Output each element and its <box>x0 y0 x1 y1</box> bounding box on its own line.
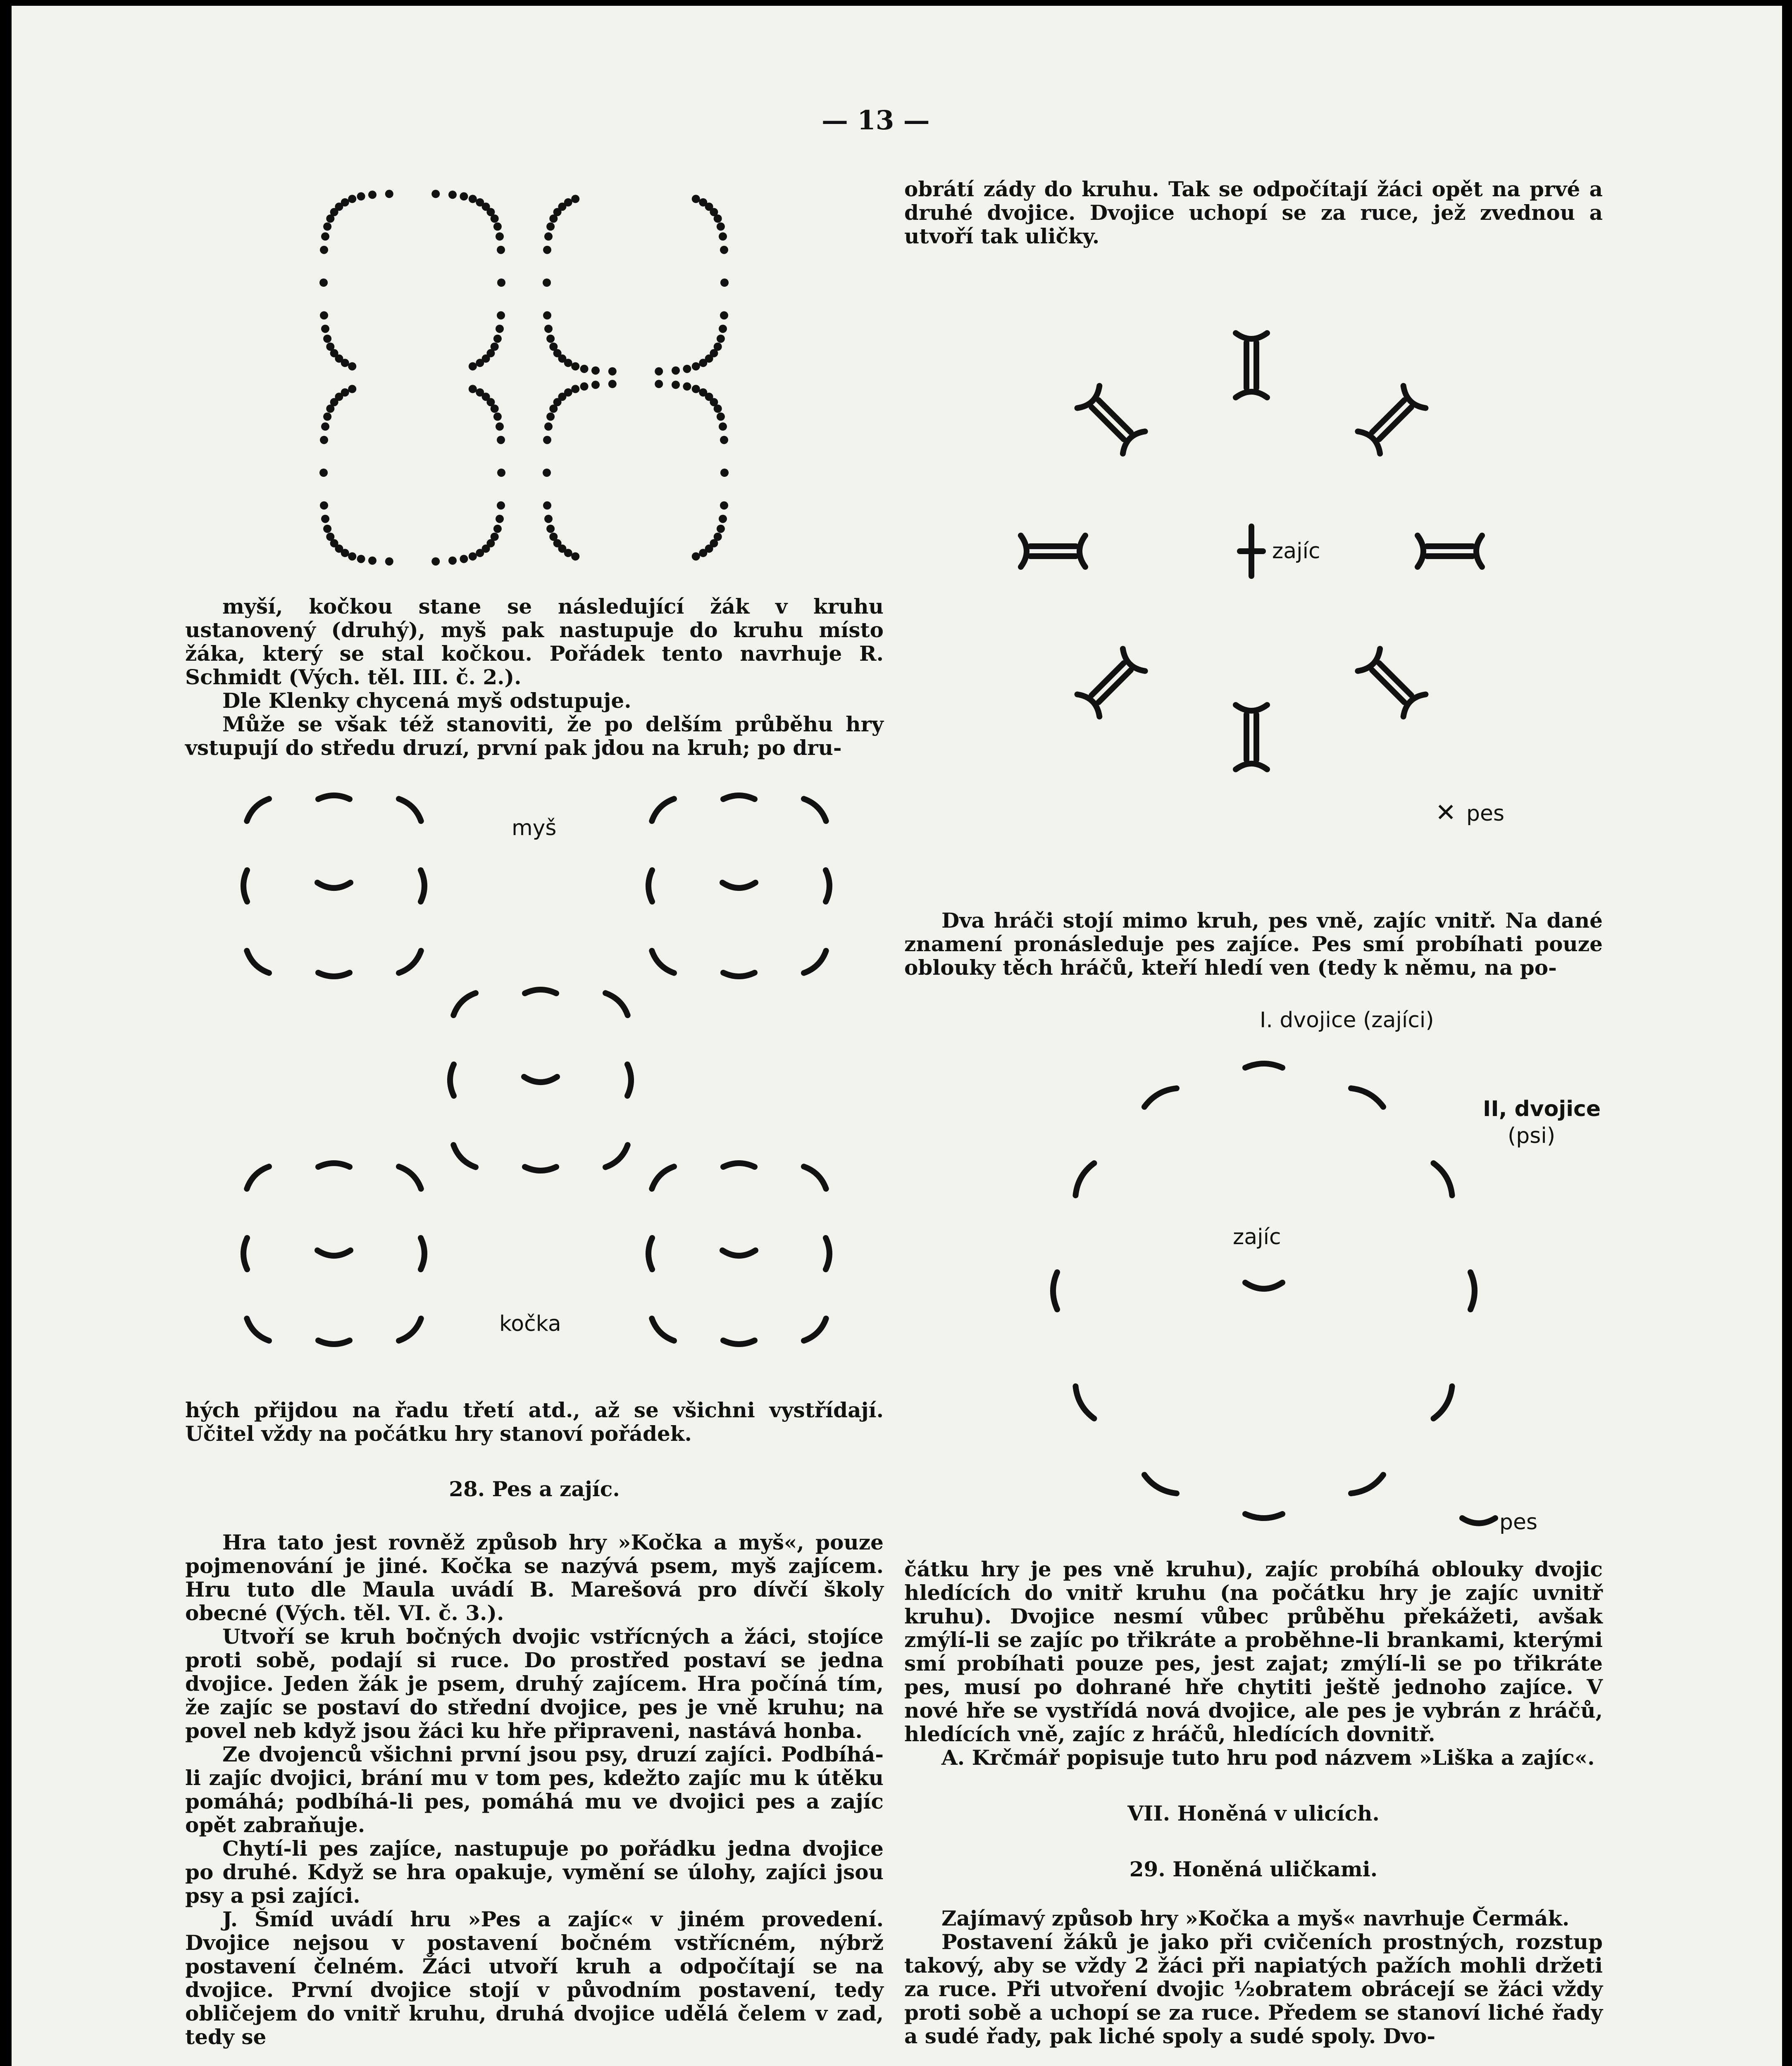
figure-arc-circle <box>1020 1039 1508 1543</box>
arc-player <box>243 870 247 902</box>
figure-pairs-arches <box>995 320 1532 816</box>
arc-player <box>525 990 556 993</box>
circle-dot <box>719 515 727 523</box>
circle-dot <box>319 278 328 287</box>
fig4-label-pairs1: I. dvojice (zajíci) <box>1260 1008 1434 1033</box>
fig3-cross-icon: ✕ <box>1435 798 1456 827</box>
circle-dot <box>546 525 555 533</box>
circle-dot <box>655 380 663 388</box>
circle-dot <box>476 359 484 367</box>
circle-dot <box>497 278 505 287</box>
arc-player <box>1076 1386 1094 1419</box>
right-para-5-text: Zajímavý způsob hry »Kočka a myš« navrhuje Čermák. <box>941 1906 1570 1930</box>
circle-dot <box>546 222 555 231</box>
book-page <box>12 6 1782 2066</box>
circle-dot <box>720 436 728 444</box>
circle-dot <box>348 362 356 371</box>
circle-dot <box>469 362 477 371</box>
arc-player <box>826 870 829 902</box>
circle-dot <box>493 412 502 421</box>
circle-dot <box>493 335 502 343</box>
arc-player <box>826 1238 829 1269</box>
arc-center <box>317 883 350 888</box>
circle-dot <box>714 405 722 413</box>
circle-dot <box>321 515 329 523</box>
circle-dot <box>692 362 700 371</box>
circle-dot <box>719 325 727 333</box>
circle-dot <box>543 469 551 477</box>
left-para-5-text: Hra tato jest rovněž způsob hry »Kočka a myš«, pouze pojmenování je jiné. Kočka se nazývá psem, myš zajícem. Hru tuto dle Maula uvádí B. Marešová pro dívčí školy obecné (Vých. těl. VI. č. 3.). <box>185 1530 884 1625</box>
arc-player <box>525 1167 556 1171</box>
circle-dot <box>321 325 329 333</box>
circle-dot <box>580 382 589 390</box>
right-para-6-text: Postavení žáků je jako při cvičeních prostných, rozstup takový, aby se vždy 2 žáci při napiatých pažích mohli držeti za ruce. Při utvoření dvojic ½obratem obrácejí se žáci vždy proti sobě a uchopí se za ruce. Předem se stanoví liché řady a sudé řady, pak liché spoly a sudé spoly. Dvo- <box>904 1930 1603 2048</box>
pair-player <box>1236 764 1267 769</box>
circle-dot <box>543 311 551 319</box>
pair-arch <box>1236 333 1267 397</box>
circle-dot <box>564 198 572 207</box>
right-para-1-text: obrátí zády do kruhu. Tak se odpočítají žáci opět na prvé a druhé dvojice. Dvojice uchopí se za ruce, jež zvednou a utvoří tak uličky. <box>904 177 1603 248</box>
pair-arch <box>1077 386 1145 454</box>
right-para-3-text: čátku hry je pes vně kruhu), zajíc probíhá oblouky dvojic hledících do vnitř kruhu (na počátku hry je zajíc uvnitř kruhu). Dvojice nesmí vůbec průběhu překážeti, avšak zmýlí-li se zajíc po třikráte a proběhne-li brankami, kterými smí probíhati pouze pes, jest zajat; zmýlí-li se po třikráte pes, musí po dohrané hře chytiti ještě jednoho zajíce. V nové hře se vystřídá nová dvojice, ale pes je vybrán z hráčů, hledících vně, zajíc z hráčů, hledících dovnitř. <box>904 1557 1603 1746</box>
circle-dot <box>321 422 329 431</box>
arc-player <box>1144 1088 1177 1107</box>
arc-player <box>318 795 350 799</box>
left-para-4-text: hých přijdou na řadu třetí atd., až se všichni vystřídají. Učitel vždy na počátku hry stanoví pořádek. <box>185 1398 884 1446</box>
circle-dot <box>497 436 505 444</box>
circle-dot <box>323 525 331 533</box>
arc-player <box>318 1340 350 1344</box>
right-para-1 <box>904 177 1603 248</box>
pair-arch <box>1358 649 1425 716</box>
circle-dot <box>717 222 725 231</box>
pair-player <box>1418 536 1423 567</box>
arc-player <box>648 1238 652 1269</box>
arc-player <box>804 1166 826 1189</box>
circle-dot <box>692 385 700 393</box>
arc-player <box>1144 1475 1177 1493</box>
circle-dot <box>491 214 499 223</box>
circle-dot <box>549 533 558 541</box>
page-number: — 13 — <box>822 105 930 136</box>
circle-dot <box>699 359 707 367</box>
pair-arch <box>1418 536 1482 567</box>
circle-dot <box>320 436 328 444</box>
circle-dot <box>717 335 725 343</box>
arc-player <box>450 1064 454 1096</box>
circle-dot <box>323 222 331 231</box>
circle-dot <box>476 549 484 557</box>
circle-dot <box>544 325 553 333</box>
arc-player <box>1245 1514 1282 1518</box>
circle-dot <box>431 190 440 198</box>
circle-dot <box>348 195 356 203</box>
fig4-label-pairs2-b: (psi) <box>1508 1123 1556 1148</box>
right-para-4-text: A. Krčmář popisuje tuto hru pod názvem »Liška a zajíc«. <box>941 1745 1595 1770</box>
circle-dot <box>608 380 617 388</box>
circle-dot <box>493 525 502 533</box>
pair-player <box>1021 536 1027 567</box>
arc-player <box>652 799 674 821</box>
fig2-label-cat: kočka <box>499 1311 561 1336</box>
arc-player <box>1351 1475 1383 1493</box>
circle-dot <box>720 501 728 509</box>
circle-dot <box>431 557 440 566</box>
circle-dot <box>543 501 551 509</box>
circle-dot <box>717 412 725 421</box>
circle-dot <box>546 335 555 343</box>
pair-player <box>1236 392 1267 397</box>
arc-hare <box>1245 1283 1282 1289</box>
left-body <box>185 1530 884 2049</box>
circle-dot <box>571 362 579 371</box>
circle-dot <box>549 343 558 351</box>
circle-dot <box>326 533 334 541</box>
arc-player <box>399 1166 421 1189</box>
circle-dot <box>341 198 349 207</box>
pair-player <box>1236 705 1267 711</box>
circle-dot <box>655 367 663 376</box>
right-body-2 <box>904 1907 1603 2048</box>
circle-dot <box>544 515 553 523</box>
circle-dot <box>460 555 468 563</box>
fig2-label-mouse: myš <box>512 816 557 840</box>
circle-dot <box>544 422 553 431</box>
circle-dot <box>719 422 727 431</box>
fig4-label-pairs2-a: II, dvojice <box>1483 1097 1601 1121</box>
pair-player <box>1236 333 1267 339</box>
right-body <box>904 1557 1603 1769</box>
circle-dot <box>448 557 457 565</box>
arc-player <box>453 993 476 1015</box>
circle-dot <box>543 436 551 444</box>
left-para-8-text: Chytí-li pes zajíce, nastupuje po pořádku jedna dvojice po druhé. Když se hra opakuje, vymění se úlohy, zajíci jsou psy a psi zajíci. <box>185 1836 884 1908</box>
circle-dot <box>320 311 328 319</box>
fig3-label-dog: pes <box>1466 801 1505 826</box>
circle-dot <box>357 192 365 200</box>
circle-dot <box>580 365 589 373</box>
circle-dot <box>469 195 477 203</box>
circle-dot <box>323 335 331 343</box>
circle-dot <box>720 278 729 287</box>
circle-dot <box>348 552 356 561</box>
circle-dot <box>493 222 502 231</box>
arc-player <box>318 973 350 976</box>
circle-dot <box>571 552 579 561</box>
circle-dot <box>326 343 334 351</box>
arc-center <box>722 883 755 888</box>
left-para-3-text: Může se však též stanoviti, že po delším průběhu hry vstupují do středu druzí, první pak jdou na kruh; po dru- <box>185 712 884 760</box>
arc-player <box>247 951 269 973</box>
arc-center <box>524 1077 557 1082</box>
circle-dot <box>543 246 551 254</box>
arc-player <box>318 1163 350 1167</box>
circle-dot <box>469 385 477 393</box>
arc-player <box>723 1340 755 1344</box>
arc-player <box>247 1166 269 1189</box>
circle-dot <box>699 549 707 557</box>
circle-dot <box>320 246 328 254</box>
left-para-9-text: J. Šmíd uvádí hru »Pes a zajíc« v jiném provedení. Dvojice nejsou v postavení bočném vstřícném, nýbrž postavení čelném. Žáci utvoří kruh a odpočítají se na dvojice. První dvojice stojí v původním postavení, tedy obličejem do vnitř kruhu, druhá dvojice udělá čelem v zad, tedy se <box>185 1907 884 2049</box>
arc-player <box>652 951 674 973</box>
circle-dot <box>546 412 555 421</box>
circle-dot <box>469 552 477 561</box>
circle-dot <box>385 190 393 198</box>
arc-player <box>453 1145 476 1167</box>
arc-player <box>1076 1163 1094 1195</box>
arc-player <box>804 951 826 973</box>
circle-dot <box>496 515 504 523</box>
circle-dot <box>692 552 700 561</box>
pair-arch <box>1358 386 1425 454</box>
arc-player <box>1470 1272 1475 1309</box>
arc-player <box>652 1166 674 1189</box>
arc-player <box>723 1163 755 1167</box>
left-para-4 <box>185 1398 884 1445</box>
arc-player <box>243 1238 247 1269</box>
circle-dot <box>368 190 377 199</box>
arc-player <box>399 799 421 821</box>
arc-player <box>247 1319 269 1341</box>
arc-player <box>399 1319 421 1341</box>
right-para-2 <box>904 909 1603 979</box>
circle-dot <box>719 232 727 240</box>
fig3-label-hare: zajíc <box>1272 539 1320 564</box>
left-para-1-text: myší, kočkou stane se následující žák v kruhu ustanovený (druhý), myš pak nastupuje do kruhu místo žáka, který se stal kočkou. Pořádek tento navrhuje R. Schmidt (Vých. těl. III. č. 2.). <box>185 594 884 689</box>
arc-player <box>804 1319 826 1341</box>
circle-dot <box>591 381 600 389</box>
arc-player <box>421 870 424 902</box>
circle-dot <box>385 557 393 566</box>
left-para-1 <box>185 595 884 759</box>
left-para-2-text: Dle Klenky chycená myš odstupuje. <box>222 688 631 713</box>
circle-dot <box>571 385 579 393</box>
arc-player <box>399 951 421 973</box>
circle-dot <box>564 388 572 397</box>
arc-player <box>652 1319 674 1341</box>
pair-player <box>1476 536 1482 567</box>
circle-dot <box>720 311 728 319</box>
circle-dot <box>496 232 504 240</box>
circle-dot <box>717 525 725 533</box>
left-para-6-text: Utvoří se kruh bočných dvojic vstřícných a žáci, stojíce proti sobě, podají si ruce. Do prostřed postaví se jedna dvojice. Jeden žák je psem, druhý zajícem. Hra počíná tím, že zajíc se postaví do střední dvojice, pes je vně kruhu; na povel neb když jsou žáci ku hře připraveni, nastává honba. <box>185 1624 884 1743</box>
circle-dot <box>320 501 328 509</box>
pair-arch <box>1021 536 1085 567</box>
circle-dot <box>692 195 700 203</box>
arc-player <box>1245 1064 1282 1068</box>
circle-dot <box>491 405 499 413</box>
section-heading-28: 28. Pes a zajíc. <box>449 1477 620 1501</box>
fig4-label-hare: zajíc <box>1233 1225 1281 1250</box>
circle-dot <box>357 555 365 563</box>
arc-player <box>421 1238 424 1269</box>
circle-dot <box>683 365 691 373</box>
arc-player <box>723 795 755 799</box>
arc-center <box>722 1250 755 1256</box>
arc-player <box>1053 1272 1057 1309</box>
arc-player <box>605 993 628 1015</box>
circle-dot <box>368 557 377 565</box>
circle-dot <box>672 381 680 389</box>
circle-dot <box>543 278 551 287</box>
circle-dot <box>720 469 729 477</box>
circle-dot <box>714 214 722 223</box>
circle-dot <box>497 311 505 319</box>
arc-player <box>1351 1088 1383 1107</box>
arc-player <box>723 973 755 976</box>
arc-player <box>648 870 652 902</box>
arc-dog <box>1462 1518 1495 1523</box>
section-heading-29: 29. Honěná uličkami. <box>1129 1857 1378 1881</box>
arc-player <box>247 799 269 821</box>
circle-dot <box>497 469 505 477</box>
arc-player <box>605 1145 628 1167</box>
circle-dot <box>496 325 504 333</box>
circle-dot <box>720 246 728 254</box>
circle-dot <box>448 190 457 199</box>
circle-dot <box>591 367 600 375</box>
chapter-heading-vii: VII. Honěná v ulicích. <box>1127 1801 1380 1826</box>
circle-dot <box>341 388 349 397</box>
circle-dot <box>460 192 468 200</box>
arc-player <box>804 799 826 821</box>
circle-dot <box>571 195 579 203</box>
left-para-7-text: Ze dvojenců všichni první jsou psy, druzí zajíci. Podbíhá-li zajíc dvojici, brání mu v tom pes, kdežto zajíc mu k útěku pomáhá; podbíhá-li pes, pomáhá mu ve dvojici pes a zajíc opět zabraňuje. <box>185 1742 884 1837</box>
arc-center <box>317 1250 350 1256</box>
arc-player <box>1434 1163 1452 1195</box>
circle-dot <box>321 232 329 240</box>
circle-dot <box>683 382 691 390</box>
pair-arch <box>1236 705 1267 769</box>
circle-dot <box>608 367 617 376</box>
circle-dot <box>497 246 505 254</box>
circle-dot <box>323 412 331 421</box>
arc-player <box>627 1064 631 1096</box>
arc-player <box>1434 1386 1452 1419</box>
figure-dotted-circles <box>317 179 755 576</box>
pair-player <box>1079 536 1085 567</box>
fig4-label-dog: pes <box>1499 1510 1538 1535</box>
circle-dot <box>319 469 328 477</box>
pair-arch <box>1077 649 1145 716</box>
circle-dot <box>348 385 356 393</box>
circle-dot <box>496 422 504 431</box>
right-para-2-text: Dva hráči stojí mimo kruh, pes vně, zajíc vnitř. Na dané znamení pronásleduje pes zajíce. Pes smí probíhati pouze oblouky těch hráčů, kteří hledí ven (tedy k němu, na po- <box>904 908 1603 980</box>
circle-dot <box>672 367 680 375</box>
circle-dot <box>497 501 505 509</box>
figure-cat-mouse-circles <box>193 791 888 1369</box>
circle-dot <box>544 232 553 240</box>
